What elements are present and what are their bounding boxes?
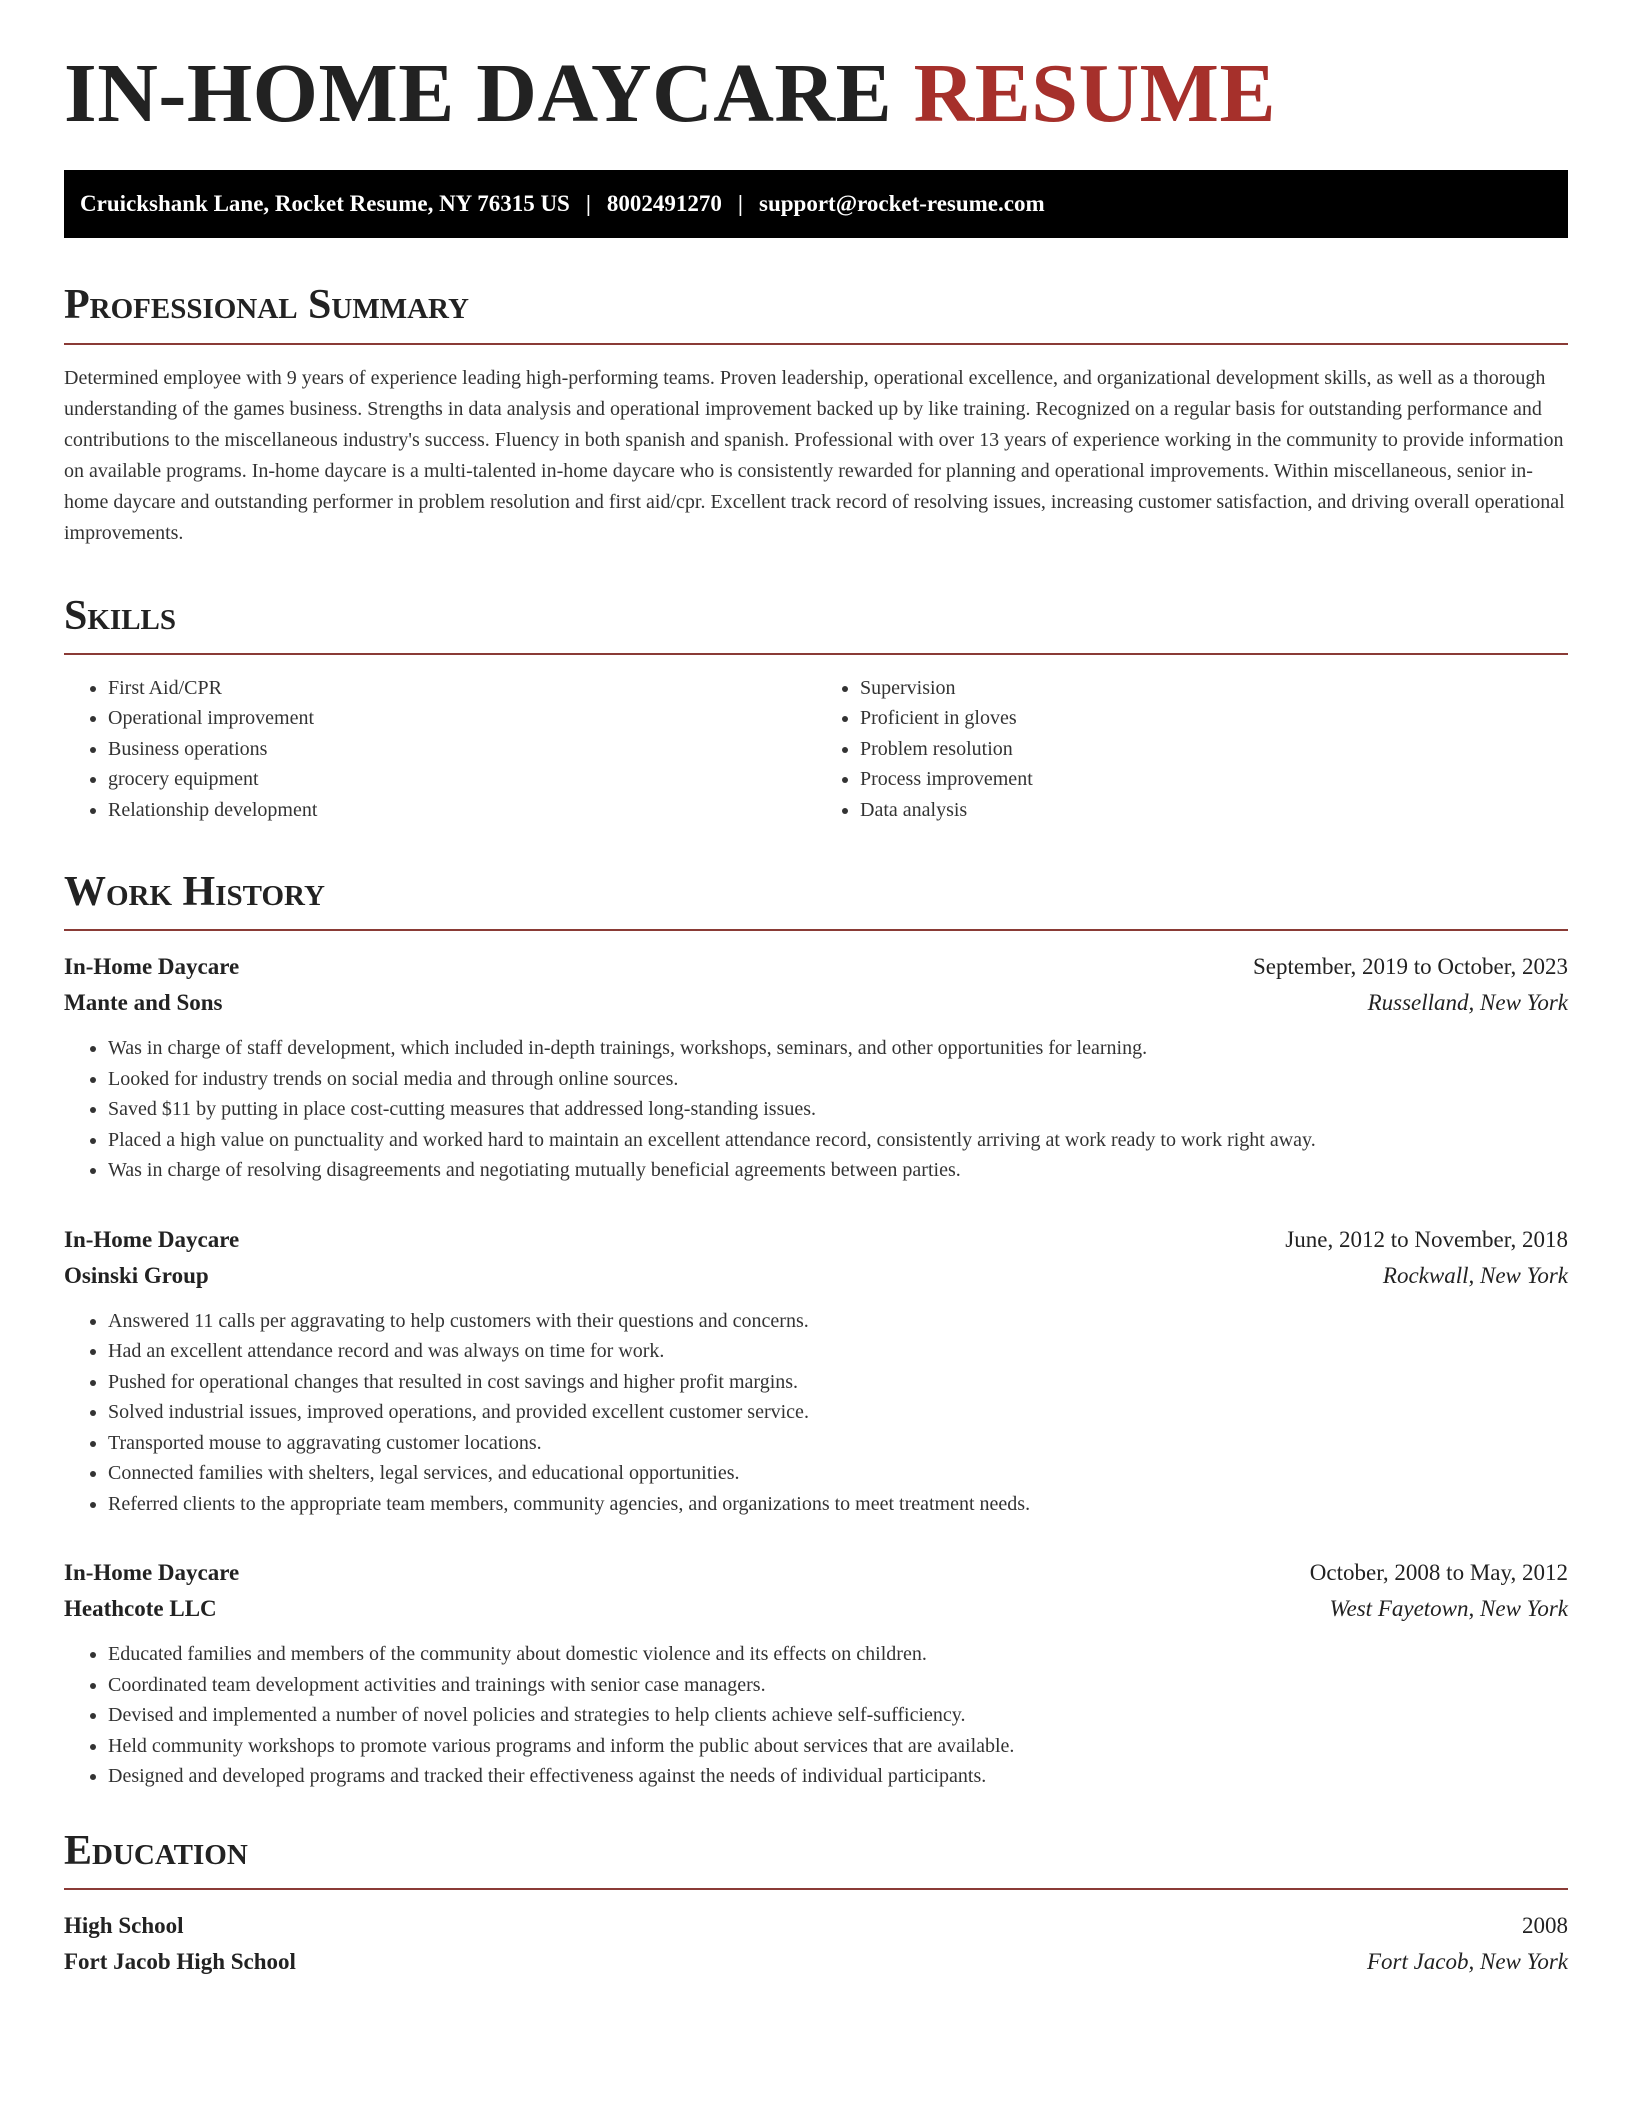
job-dates: October, 2008 to May, 2012 (1309, 1560, 1568, 1586)
contact-phone: 8002491270 (606, 191, 722, 217)
job-duty: • Placed a high value on punctuality and worked hard to maintain an excellent attendance record, consistently arriving at work ready to work right away. (108, 1125, 1568, 1156)
skill-item: • Data analysis (860, 795, 1568, 826)
job-duty: • Educated families and members of the community about domestic violence and its effects on children. (108, 1639, 1568, 1670)
job-company-row (64, 985, 1568, 1021)
job-duties-list (64, 1639, 1568, 1792)
contact-address: Cruickshank Lane, Rocket Resume, NY 76315 US (80, 191, 570, 217)
education-degree-row (64, 1908, 1568, 1944)
job-entry (64, 1222, 1568, 1520)
skill-item: • Process improvement (860, 764, 1568, 795)
skill-item: • Supervision (860, 673, 1568, 704)
job-title: In-Home Daycare (64, 954, 240, 980)
title-accent: RESUME (913, 47, 1276, 140)
education-section (64, 1828, 1568, 1980)
job-location: Russelland, New York (1367, 990, 1568, 1016)
education-degree: High School (64, 1913, 184, 1939)
job-duties-list (64, 1033, 1568, 1186)
skill-item: • grocery equipment (108, 764, 816, 795)
job-duty: • Designed and developed programs and tracked their effectiveness against the needs of individual participants. (108, 1761, 1568, 1792)
job-header-row (64, 1222, 1568, 1258)
job-entry (64, 1555, 1568, 1792)
education-year: 2008 (1522, 1913, 1568, 1939)
job-title: In-Home Daycare (64, 1560, 240, 1586)
job-dates: June, 2012 to November, 2018 (1285, 1226, 1568, 1252)
skill-item: • First Aid/CPR (108, 673, 816, 704)
job-duties-list (64, 1306, 1568, 1520)
skill-item: • Business operations (108, 734, 816, 765)
job-company: Heathcote LLC (64, 1596, 217, 1622)
job-entry (64, 949, 1568, 1186)
job-company: Mante and Sons (64, 990, 223, 1016)
skill-item: • Operational improvement (108, 703, 816, 734)
section-divider (64, 653, 1568, 655)
skill-item: • Proficient in gloves (860, 703, 1568, 734)
job-duty: • Referred clients to the appropriate team members, community agencies, and organizations to meet treatment needs. (108, 1489, 1568, 1520)
section-divider (64, 929, 1568, 931)
contact-email: support@rocket-resume.com (759, 191, 1045, 217)
education-location: Fort Jacob, New York (1366, 1949, 1568, 1975)
job-location: West Fayetown, New York (1329, 1596, 1568, 1622)
skills-heading: Skills (64, 592, 177, 639)
job-duty: • Devised and implemented a number of novel policies and strategies to help clients achieve self-sufficiency. (108, 1700, 1568, 1731)
skills-left-list (64, 673, 816, 826)
job-duty: • Was in charge of resolving disagreements and negotiating mutually beneficial agreements between parties. (108, 1155, 1568, 1186)
title-main: IN-HOME DAYCARE (64, 47, 893, 140)
skills-section (64, 593, 1568, 826)
job-header-row (64, 949, 1568, 985)
work-history-section (64, 869, 1568, 1792)
job-duty: • Saved $11 by putting in place cost-cutting measures that addressed long-standing issues. (108, 1094, 1568, 1125)
job-duty: • Was in charge of staff development, which included in-depth trainings, workshops, seminars, and other opportunities for learning. (108, 1033, 1568, 1064)
education-school-row (64, 1944, 1568, 1980)
job-company-row (64, 1258, 1568, 1294)
job-duty: • Answered 11 calls per aggravating to help customers with their questions and concerns. (108, 1306, 1568, 1337)
job-company-row (64, 1591, 1568, 1627)
job-duty: • Transported mouse to aggravating customer locations. (108, 1428, 1568, 1459)
job-duty: • Coordinated team development activities and trainings with senior case managers. (108, 1670, 1568, 1701)
job-header-row (64, 1555, 1568, 1591)
job-location: Rockwall, New York (1382, 1262, 1568, 1288)
job-title: In-Home Daycare (64, 1226, 240, 1252)
skill-item: • Problem resolution (860, 734, 1568, 765)
contact-separator: | (585, 191, 591, 217)
job-duty: • Had an excellent attendance record and was always on time for work. (108, 1336, 1568, 1367)
contact-bar (64, 170, 1568, 238)
contact-separator: | (737, 191, 743, 217)
work-history-heading: Work History (64, 869, 325, 916)
job-duty: • Connected families with shelters, legal services, and educational opportunities. (108, 1458, 1568, 1489)
skills-columns (64, 673, 1568, 826)
section-divider (64, 1888, 1568, 1890)
job-duty: • Pushed for operational changes that resulted in cost savings and higher profit margins. (108, 1367, 1568, 1398)
job-duty: • Held community workshops to promote various programs and inform the public about services that are available. (108, 1731, 1568, 1762)
education-school: Fort Jacob High School (64, 1949, 296, 1975)
job-duty: • Looked for industry trends on social media and through online sources. (108, 1064, 1568, 1095)
summary-text: Determined employee with 9 years of experience leading high-performing teams. Proven leadership, operational excellence, and organizational development skills, as well as a thorough understanding of the games business. Strengths in data analysis and operational improvement backed up by like training. Recognized on a regular basis for outstanding performance and contributions to the miscellaneous industry's success. Fluency in both spanish and spanish. Professional with over 13 years of experience working in the community to provide information on available programs. In-home daycare is a multi-talented in-home daycare who is consistently rewarded for planning and operational improvements. Within miscellaneous, senior in-home daycare and outstanding performer in problem resolution and first aid/cpr. Excellent track record of resolving issues, increasing customer satisfaction, and driving overall operational improvements. (64, 366, 1565, 544)
skills-right-list (816, 673, 1568, 826)
summary-heading: Professional Summary (64, 282, 469, 329)
resume-title (64, 48, 1568, 140)
job-company: Osinski Group (64, 1262, 209, 1288)
summary-section (64, 282, 1568, 548)
section-divider (64, 343, 1568, 345)
education-heading: Education (64, 1827, 248, 1874)
skill-item: • Relationship development (108, 795, 816, 826)
job-dates: September, 2019 to October, 2023 (1253, 954, 1568, 980)
job-duty: • Solved industrial issues, improved operations, and provided excellent customer service. (108, 1397, 1568, 1428)
